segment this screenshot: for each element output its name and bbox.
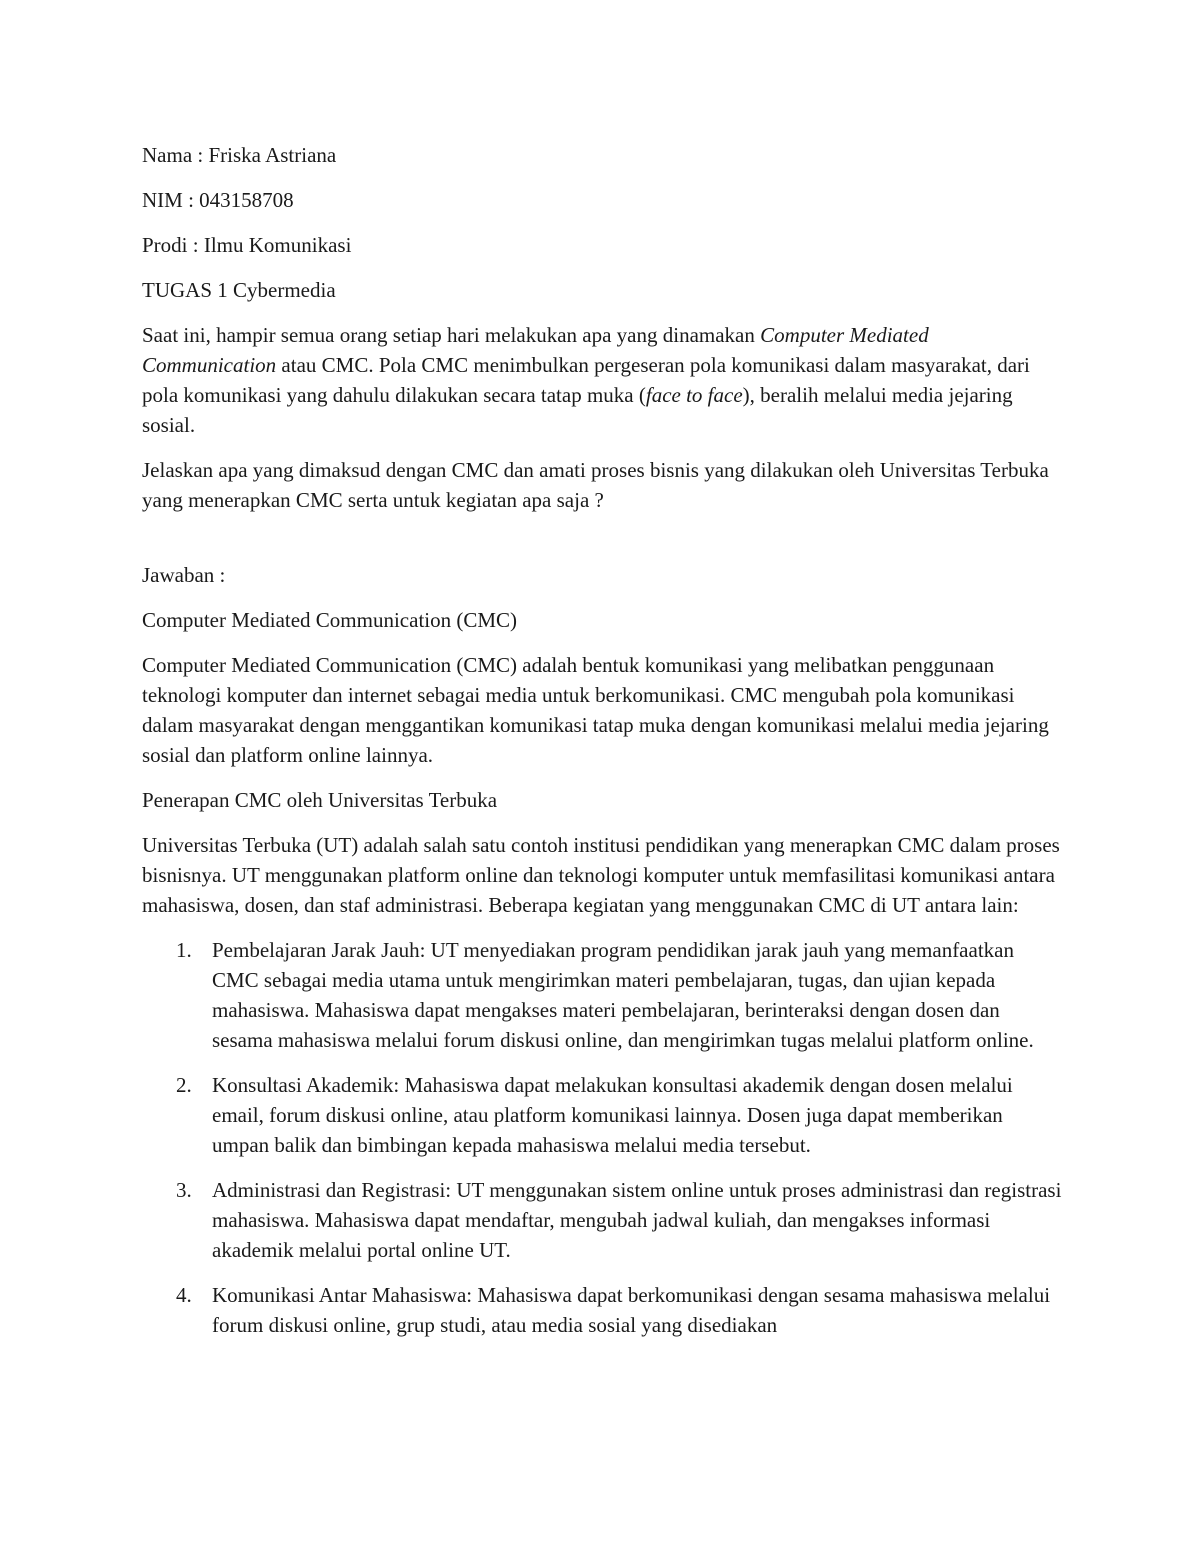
list-item-text: Komunikasi Antar Mahasiswa: Mahasiswa dapat berkomunikasi dengan sesama mahasiswa melalui forum diskusi online, grup studi, atau media sosial yang disediakan (212, 1283, 1051, 1337)
answer-label: Jawaban : (142, 563, 226, 587)
document-page (142, 140, 1062, 1355)
list-item-number: 2. (176, 1073, 192, 1097)
question-italic-cmc: Computer Mediated Communication (142, 323, 929, 377)
question-text-b: atau CMC. Pola CMC menimbulkan pergeseran pola komunikasi dalam masyarakat, dari pola komunikasi yang dahulu dilakukan secara tatap muka ( (142, 353, 1030, 407)
list-item (142, 1175, 1062, 1265)
question-paragraph-2: Jelaskan apa yang dimaksud dengan CMC dan amati proses bisnis yang dilakukan oleh Universitas Terbuka yang menerapkan CMC serta untuk kegiatan apa saja ? (142, 458, 1049, 512)
question-italic-face-to-face: face to face (645, 383, 743, 407)
list-item-text: Pembelajaran Jarak Jauh: UT menyediakan program pendidikan jarak jauh yang memanfaatkan CMC sebagai media utama untuk mengirimkan materi pembelajaran, tugas, dan ujian kepada mahasiswa. Mahasiswa dapat mengakses materi pembelajaran, berinteraksi dengan dosen dan sesama mahasiswa melalui forum diskusi online, dan mengirimkan tugas melalui platform online. (212, 938, 1034, 1052)
question-paragraph-1 (142, 320, 1062, 440)
answer-paragraph-cmc: Computer Mediated Communication (CMC) adalah bentuk komunikasi yang melibatkan penggunaan teknologi komputer dan internet sebagai media untuk berkomunikasi. CMC mengubah pola komunikasi dalam masyarakat dengan menggantikan komunikasi tatap muka dengan komunikasi melalui media jejaring sosial dan platform online lainnya. (142, 653, 1049, 767)
assignment-title: TUGAS 1 Cybermedia (142, 278, 336, 302)
list-item (142, 1070, 1062, 1160)
activity-list (142, 935, 1062, 1340)
blank-line (142, 530, 1062, 560)
question-text-a: Saat ini, hampir semua orang setiap hari melakukan apa yang dinamakan (142, 323, 761, 347)
answer-heading-cmc: Computer Mediated Communication (CMC) (142, 608, 518, 632)
list-item (142, 935, 1062, 1055)
question-text-c: ), beralih melalui media jejaring sosial. (142, 383, 1013, 437)
answer-heading-ut: Penerapan CMC oleh Universitas Terbuka (142, 788, 498, 812)
student-nim: NIM : 043158708 (142, 188, 294, 212)
answer-paragraph-ut: Universitas Terbuka (UT) adalah salah satu contoh institusi pendidikan yang menerapkan CMC dalam proses bisnisnya. UT menggunakan platform online dan teknologi komputer untuk memfasilitasi komunikasi antara mahasiswa, dosen, dan staf administrasi. Beberapa kegiatan yang menggunakan CMC di UT antara lain: (142, 833, 1060, 917)
student-name: Nama : Friska Astriana (142, 143, 337, 167)
list-item-number: 3. (176, 1178, 192, 1202)
list-item-number: 1. (176, 938, 192, 962)
list-item-number: 4. (176, 1283, 192, 1307)
list-item-text: Konsultasi Akademik: Mahasiswa dapat melakukan konsultasi akademik dengan dosen melalui email, forum diskusi online, atau platform komunikasi lainnya. Dosen juga dapat memberikan umpan balik dan bimbingan kepada mahasiswa melalui media tersebut. (212, 1073, 1013, 1157)
study-program: Prodi : Ilmu Komunikasi (142, 233, 352, 257)
list-item-text: Administrasi dan Registrasi: UT menggunakan sistem online untuk proses administrasi dan registrasi mahasiswa. Mahasiswa dapat mendaftar, mengubah jadwal kuliah, dan mengakses informasi akademik melalui portal online UT. (212, 1178, 1062, 1262)
list-item (142, 1280, 1062, 1340)
